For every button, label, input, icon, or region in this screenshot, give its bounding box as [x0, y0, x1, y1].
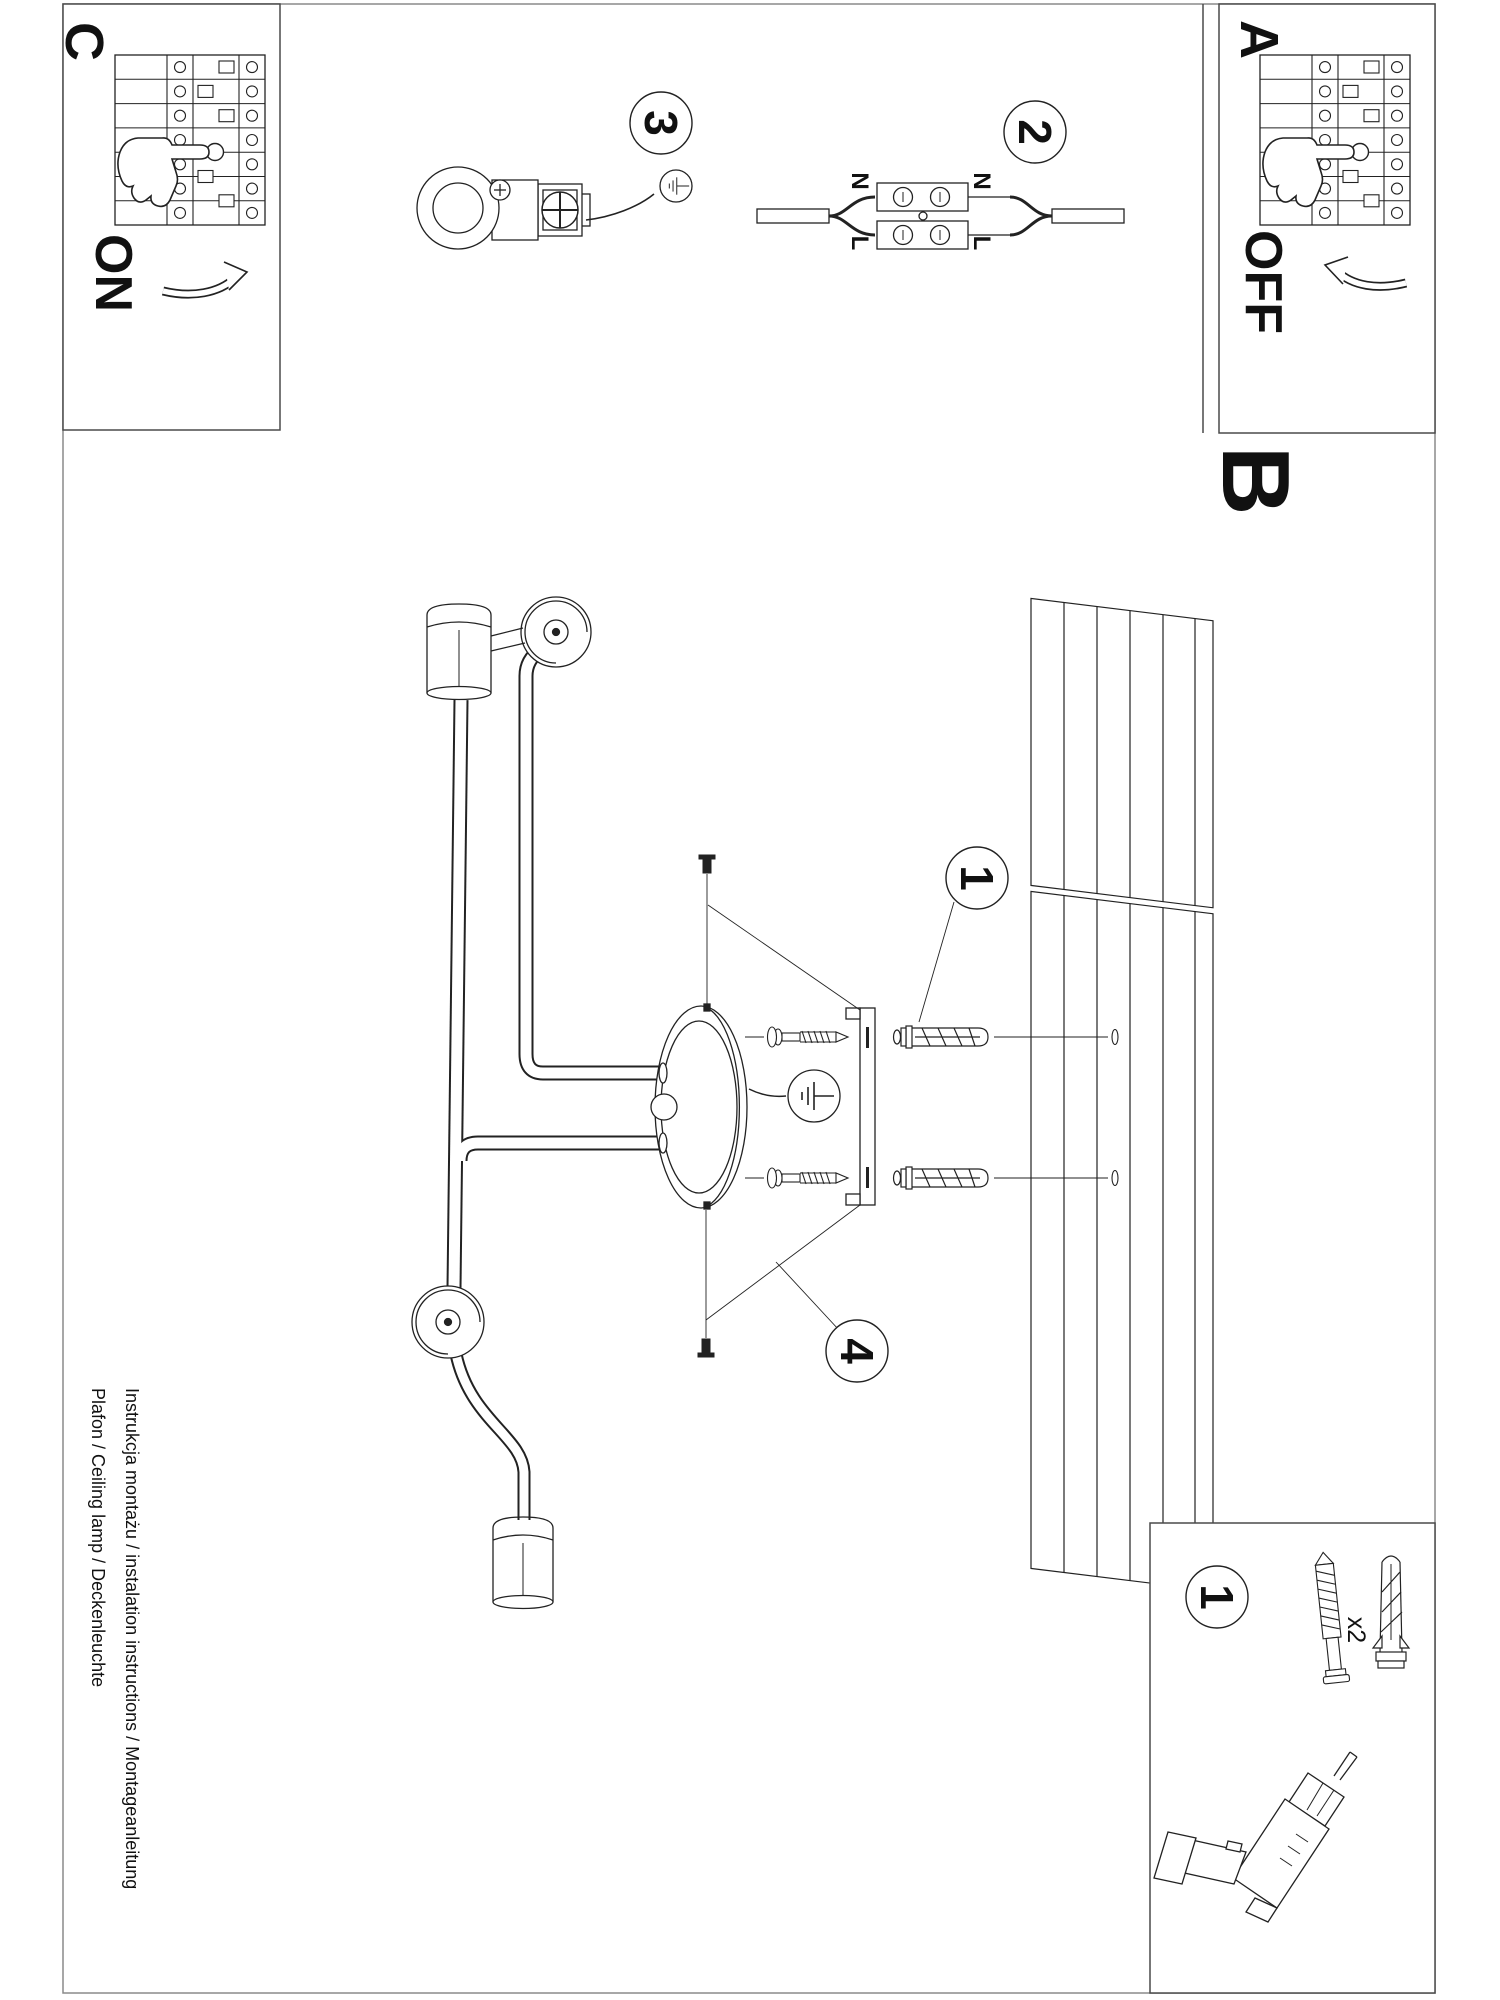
ground-wire: [586, 194, 654, 220]
parts-step-number: 1: [1191, 1584, 1243, 1610]
on-label: ON: [84, 234, 142, 312]
wire-label-l-top: L: [968, 235, 995, 251]
panel-a-label: A: [1229, 20, 1289, 59]
step-4-number: 4: [831, 1338, 883, 1364]
panel-c: [54, 4, 280, 430]
terminal-block-l: [877, 221, 968, 249]
ceiling-planks: [1031, 598, 1213, 1590]
wire-connector-drawing: [757, 183, 1124, 249]
ceiling-hook-drawing: [417, 167, 654, 249]
wire-label-l-bottom: L: [846, 235, 873, 251]
footer-title-line1: Instrukcja montażu / instalation instructions / Montageanleitung: [122, 1388, 142, 1890]
canopy-drawing: [651, 1004, 747, 1209]
wire-label-n-bottom: N: [846, 172, 873, 190]
wire-label-n-top: N: [968, 172, 995, 190]
mounting-bracket: [846, 1008, 875, 1205]
footer-title-line2: Plafon / Ceiling lamp / Deckenleuchte: [88, 1388, 108, 1688]
lamp-shade-drawing: [427, 604, 553, 1609]
parts-box: [1150, 1523, 1435, 1993]
canopy-ground-symbol: [749, 1070, 840, 1122]
step-1-number: 1: [951, 865, 1003, 891]
panel-a: [1203, 4, 1435, 433]
terminal-block-n: [877, 183, 968, 211]
wall-plug-drawing: [894, 1026, 989, 1189]
step-3-number: 3: [635, 110, 687, 136]
panel-c-label: C: [54, 22, 114, 61]
lamp-arms: [454, 650, 666, 1520]
section-b-label: B: [1202, 446, 1309, 516]
step-2-number: 2: [1009, 119, 1061, 145]
off-label: OFF: [1234, 230, 1292, 334]
spiral-joint-drawing: [412, 597, 591, 1358]
finial-ball: [651, 1094, 677, 1120]
step-2-group: [757, 101, 1124, 249]
quantity-label: x2: [1342, 1616, 1370, 1644]
